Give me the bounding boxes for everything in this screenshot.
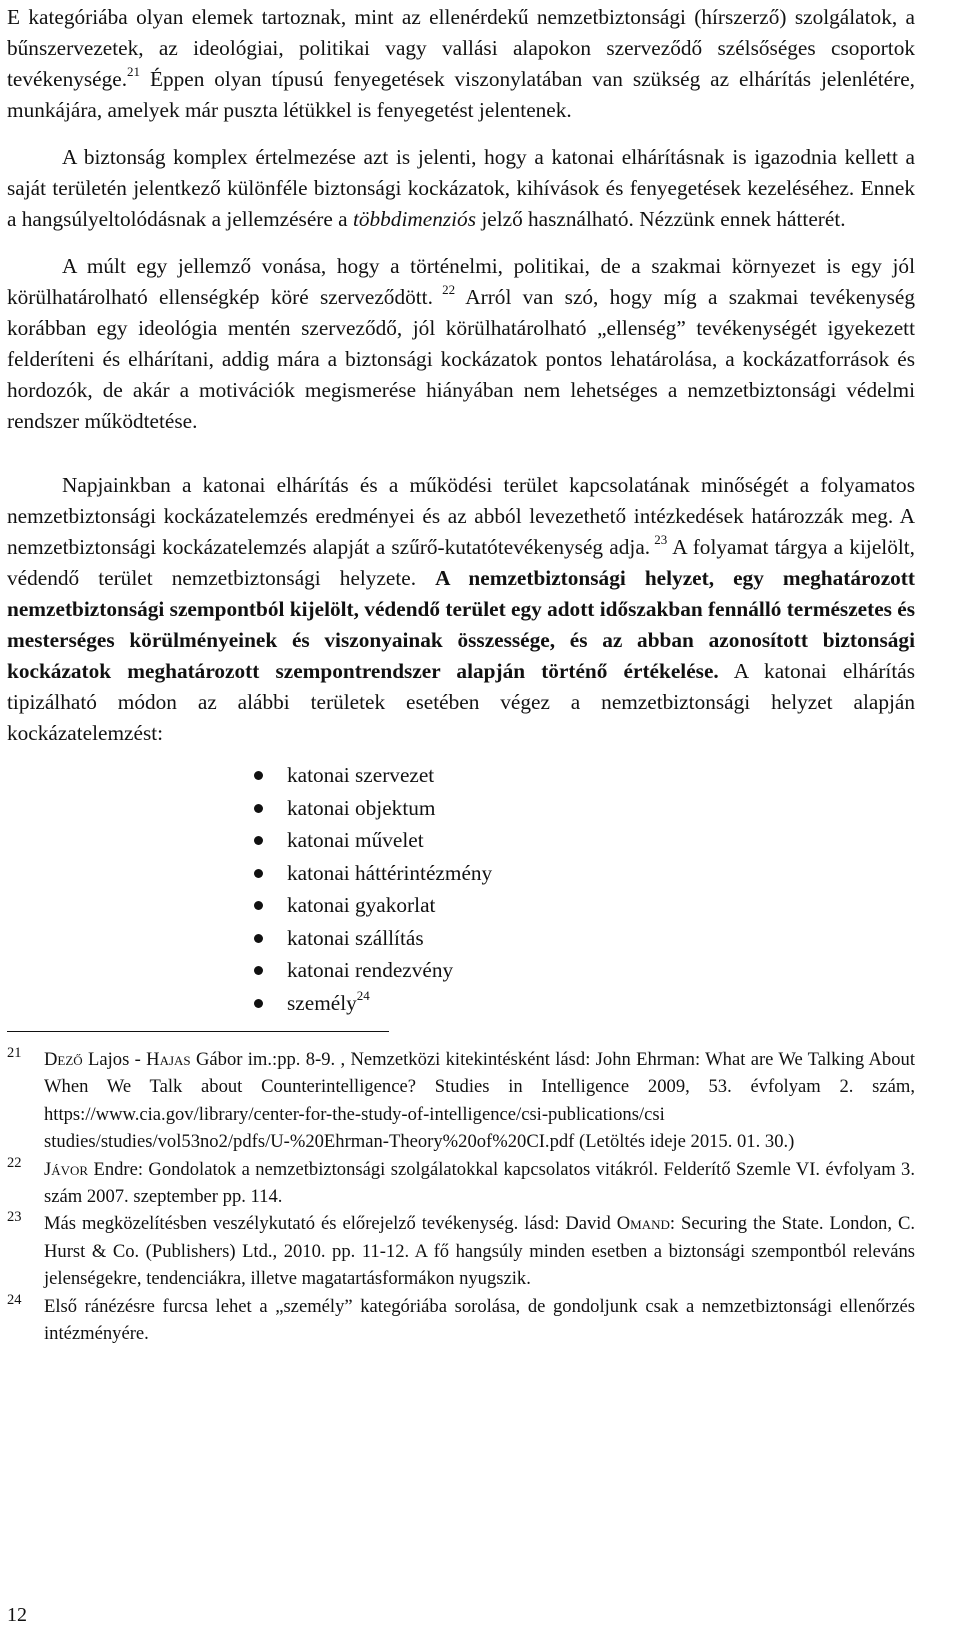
bullet-icon <box>254 771 263 780</box>
paragraph-text: A folyamat tárgya a kijelölt, védendő terület nemzetbiztonsági helyzete. <box>7 535 916 590</box>
list-item-text: katonai rendezvény <box>287 958 454 982</box>
list-item-text: katonai szervezet <box>287 763 435 787</box>
paragraph-4 <box>7 470 915 749</box>
paragraph-3 <box>7 251 915 437</box>
list-item <box>250 954 915 987</box>
footnote-number: 24 <box>7 1291 22 1308</box>
list-item <box>250 857 915 890</box>
bold-definition: A nemzetbiztonsági helyzet, egy meghatározott nemzetbiztonsági szempontból kijelölt, védendő terület egy adott időszakban fennálló természetes és mesterséges körülményeinek és viszonyainak összessége, és az abban azonosított biztonsági kockázatok meghatározott szempontrendszer alapján történő értékelése. <box>7 566 915 683</box>
list-item <box>250 759 915 792</box>
footnote-22 <box>7 1156 915 1211</box>
footnote-number: 22 <box>7 1154 22 1171</box>
footnote-ref-23[interactable]: 23 <box>650 532 668 547</box>
footnotes <box>7 1046 915 1347</box>
paragraph-text: Éppen olyan típusú fenyegetések viszonylatában van szükség az elhárítás jelenlétére, munkájára, amelyek már puszta létükkel is fenyegetést jelentenek. <box>7 67 915 122</box>
bullet-icon <box>254 999 263 1008</box>
italic-term: többdimenziós <box>352 207 476 231</box>
list-item-text: katonai háttérintézmény <box>287 860 493 885</box>
list-item <box>250 792 915 825</box>
bullet-icon <box>254 804 263 813</box>
footnote-24 <box>7 1293 915 1348</box>
footnote-separator <box>7 1031 389 1032</box>
footnote-text: : Securing the State. London, C. Hurst & Co. (Publishers) Ltd., 2010. pp. 11-12. A fő hangsúly minden esetben a biztonsági szempontból releváns jelenségekre, tendenciákra, illetve magatartásformákon nyugszik. <box>44 1213 915 1290</box>
author-surname: Omand <box>616 1213 670 1235</box>
footnote-ref-22[interactable]: 22 <box>432 282 456 297</box>
document-page <box>7 0 915 1347</box>
list-item <box>250 824 915 857</box>
bullet-icon <box>254 869 263 878</box>
footnote-text: Lajos - <box>82 1049 147 1070</box>
paragraph-1 <box>7 2 915 126</box>
author-surname: Dező <box>44 1049 83 1070</box>
list-item-text: katonai szállítás <box>287 925 424 950</box>
paragraph-text: A múlt egy jellemző vonása, hogy a történelmi, politikai, de a szakmai környezet is egy jól körülhatárolható ellenségkép köré szerveződött. <box>7 254 915 309</box>
page-number: 12 <box>7 1604 27 1626</box>
paragraph-text: jelző használható. Nézzünk ennek hátterét. <box>476 207 846 231</box>
footnote-23 <box>7 1210 915 1292</box>
footnote-text: Endre: Gondolatok a nemzetbiztonsági szolgálatokkal kapcsolatos vitákról. Felderítő Szemle VI. évfolyam 3. szám 2007. szeptember pp. 114. <box>44 1158 915 1208</box>
list-item <box>250 987 915 1020</box>
list-item-text: katonai objektum <box>287 795 436 820</box>
footnote-number: 21 <box>7 1045 22 1061</box>
bullet-icon <box>254 966 263 975</box>
bullet-icon <box>254 836 263 845</box>
list-item-text: személy <box>287 990 357 1015</box>
paragraph-text: Napjainkban a katonai elhárítás és a működési terület kapcsolatának minőségét a folyamatos nemzetbiztonsági kockázatelemzés eredményei és az abból levezethető intézkedések határozzák meg. A nemzetbiztonsági kockázatelemzés alapját a szűrő-kutatótevékenység adja. <box>7 473 915 559</box>
footnote-ref-24[interactable]: 24 <box>356 987 370 1003</box>
bullet-list <box>7 759 915 1019</box>
paragraph-text: Arról van szó, hogy míg a szakmai tevékenység korábban egy ideológia mentén szerveződő, jól körülhatárolható „ellenség” tevékenységét igyekezett felderíteni és elhárítani, addig mára a biztonsági kockázatok pontos lehatárolása, a kockázatforrások és hordozók, de akár a motivációk megismerése hiányában nem lehetséges a nemzetbiztonsági védelmi rendszer működtetése. <box>7 285 916 433</box>
list-item <box>250 922 915 955</box>
paragraph-text: A katonai elhárítás tipizálható módon az alábbi területek esetében végez a nemzetbiztonsági helyzet alapján kockázatelemzést: <box>7 659 915 745</box>
author-surname: Jávor <box>44 1158 89 1180</box>
paragraph-2 <box>7 142 915 235</box>
list-item-text: katonai művelet <box>287 828 424 852</box>
paragraph-text: A biztonság komplex értelmezése azt is jelenti, hogy a katonai elhárításnak is igazodnia kellett a saját területén jelentkező különféle biztonsági kockázatok, kihívások és fenyegetések kezeléséhez. Ennek a hangsúlyeltolódásnak a jellemzésére a <box>7 145 915 231</box>
bullet-icon <box>254 934 263 943</box>
author-surname: Hajas <box>146 1049 191 1070</box>
footnote-ref-21[interactable]: 21 <box>127 64 141 79</box>
list-item <box>250 889 915 922</box>
footnote-text: Első ránézésre furcsa lehet a „személy” kategóriába sorolása, de gondoljunk csak a nemzetbiztonsági ellenőrzés intézményére. <box>44 1295 915 1345</box>
footnote-text: Gábor im.:pp. 8-9. , Nemzetközi kitekintésként lásd: John Ehrman: What are We Talking About When We Talk about Counterintelligence? Studies in Intelligence 2009, 53. évfolyam 2. szám, https://www.cia.gov/library/center-for-the-study-of-intelligence/csi-publications/csi studies/studies/vol53no2/pdfs/U-%20Ehrman-Theory%20of%20CI.pdf (Letöltés ideje 2015. 01. 30.) <box>44 1049 915 1153</box>
footnote-text: Más megközelítésben veszélykutató és előrejelző tevékenység. lásd: David <box>44 1213 617 1235</box>
footnote-21 <box>7 1046 915 1156</box>
footnote-number: 23 <box>7 1209 22 1226</box>
list-item-text: katonai gyakorlat <box>287 893 436 917</box>
paragraph-text: E kategóriába olyan elemek tartoznak, mint az ellenérdekű nemzetbiztonsági (hírszerző) szolgálatok, a bűnszervezetek, az ideológiai, politikai vagy vallási alapokon szerveződő szélsőséges csoportok tevékenysége. <box>7 5 915 91</box>
bullet-icon <box>254 901 263 910</box>
